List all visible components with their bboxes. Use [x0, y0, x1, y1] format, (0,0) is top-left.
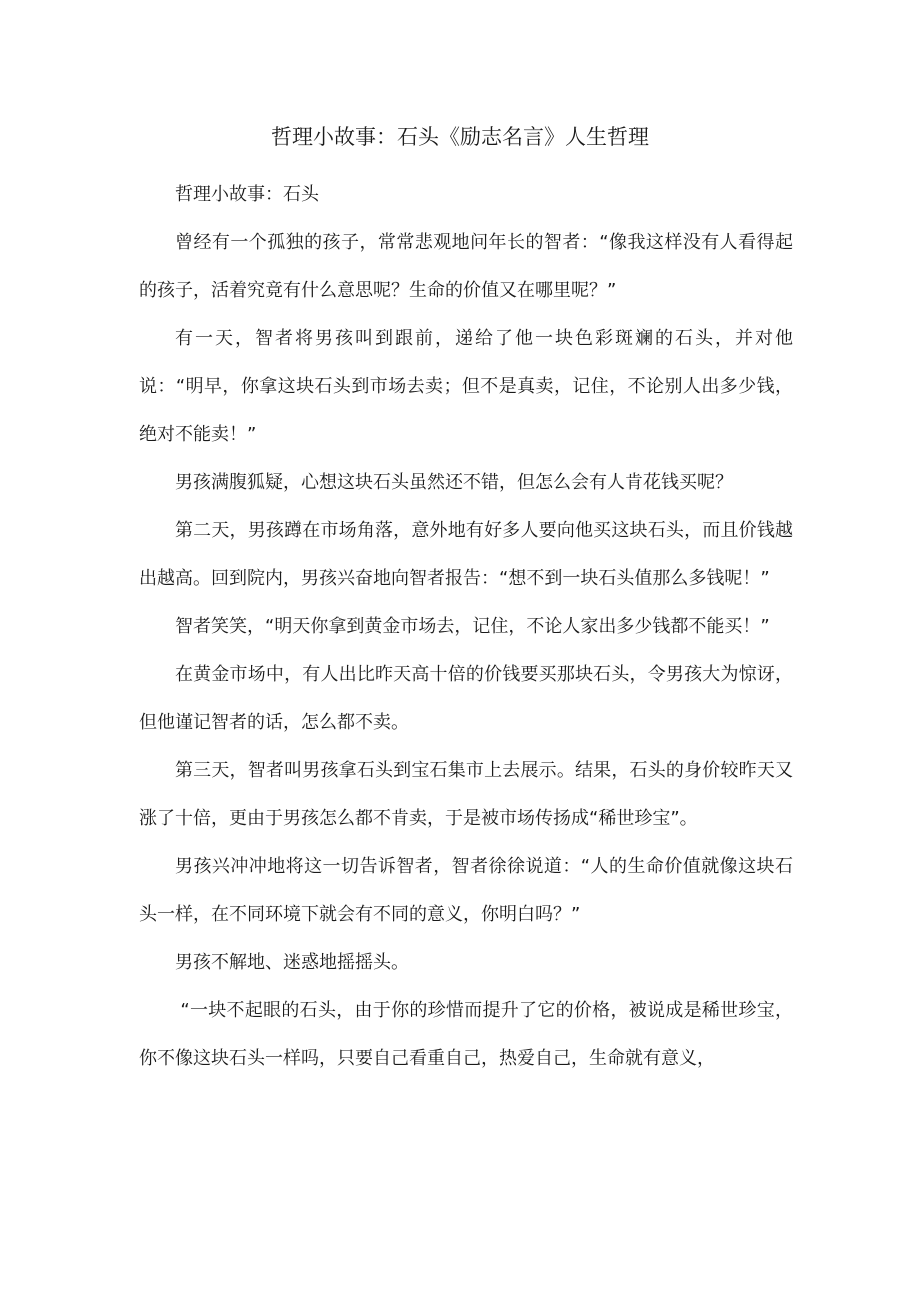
paragraph: 有一天，智者将男孩叫到跟前，递给了他一块色彩斑斓的石头，并对他说：“明早，你拿这块石头到市场去卖；但不是真卖，记住，不论别人出多少钱，绝对不能卖！” [139, 328, 793, 445]
paragraph: 男孩不解地、迷惑地摇摇头。 [175, 952, 409, 973]
paragraph: 智者笑笑，“明天你拿到黄金市场去，记住，不论人家出多少钱都不能买！” [175, 616, 770, 637]
paragraph: 男孩满腹狐疑，心想这块石头虽然还不错，但怎么会有人肯花钱买呢？ [175, 472, 733, 493]
document-title: 哲理小故事：石头《励志名言》人生哲理 [271, 125, 649, 149]
paragraph: 男孩兴冲冲地将这一切告诉智者，智者徐徐说道：“人的生命价值就像这块石头一样，在不同环境下就会有不同的意义，你明白吗？” [139, 856, 793, 925]
paragraph: “一块不起眼的石头，由于你的珍惜而提升了它的价格，被说成是稀世珍宝，你不像这块石头一样吗，只要自己看重自己，热爱自己，生命就有意义， [139, 1000, 793, 1069]
paragraph: 第二天，男孩蹲在市场角落，意外地有好多人要向他买这块石头，而且价钱越出越高。回到院内，男孩兴奋地向智者报告：“想不到一块石头值那么多钱呢！” [139, 520, 793, 589]
paragraph: 在黄金市场中，有人出比昨天高十倍的价钱要买那块石头，令男孩大为惊讶，但他谨记智者的话，怎么都不卖。 [139, 664, 793, 733]
paragraph: 第三天，智者叫男孩拿石头到宝石集市上去展示。结果，石头的身价较昨天又涨了十倍，更由于男孩怎么都不肯卖，于是被市场传扬成“稀世珍宝”。 [139, 760, 793, 829]
document-body [139, 171, 793, 1083]
paragraph: 曾经有一个孤独的孩子，常常悲观地问年长的智者：“像我这样没有人看得起的孩子，活着究竟有什么意思呢？生命的价值又在哪里呢？” [139, 232, 793, 301]
paragraph-subtitle: 哲理小故事：石头 [175, 184, 319, 205]
